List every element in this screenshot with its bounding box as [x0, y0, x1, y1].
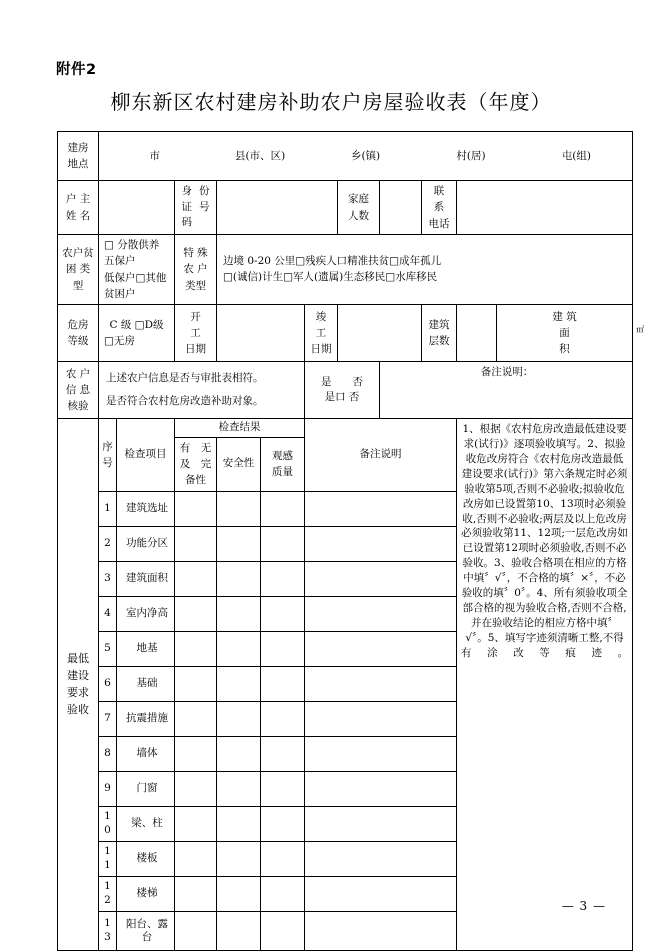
- row-safety-cell[interactable]: [217, 806, 261, 841]
- start-date-label-line2: 工: [190, 326, 201, 339]
- start-date-label: [175, 305, 217, 362]
- row-seq: 1: [99, 491, 117, 526]
- row-remark-cell[interactable]: [305, 771, 457, 806]
- row-completeness-cell[interactable]: [175, 841, 217, 876]
- row-appearance-cell[interactable]: [261, 736, 305, 771]
- poverty-type-row: [58, 235, 633, 305]
- row-item-name: 建筑面积: [117, 561, 175, 596]
- row-completeness-cell[interactable]: [175, 526, 217, 561]
- row-completeness-cell[interactable]: [175, 561, 217, 596]
- floors-label-line2: 层数: [428, 335, 450, 348]
- danger-label-line1: 危房: [67, 318, 89, 331]
- verification-yesno-cell[interactable]: [305, 362, 380, 419]
- verify-label-line2: 信 息: [65, 383, 91, 396]
- side-label-line4: 验收: [67, 703, 89, 717]
- poverty-type-label: [58, 235, 99, 305]
- row-safety-cell[interactable]: [217, 841, 261, 876]
- poverty-options-cell[interactable]: [99, 235, 175, 305]
- row-item-name: 门窗: [117, 771, 175, 806]
- owner-name-label-line2: 姓 名: [65, 209, 91, 222]
- inspection-header-row-1: [58, 419, 633, 438]
- verify-yesno-line2: 是口 否: [324, 391, 360, 404]
- row-appearance-cell[interactable]: [261, 631, 305, 666]
- danger-grade-row: [58, 305, 633, 362]
- verify-yesno-line1: 是 否: [321, 375, 363, 388]
- instructions-text: 1、根据《农村危房改造最低建设要求(试行)》逐项验收填写。2、拟验收危改房符合《农村危房改造最低建设要求(试行)》第六条规定时必须验收第5项,否则不必验收;拟验收危改房如已设置第10、13项时必须验收,否则不必验收;两层及以上危改房必须验收第11、12项;一层危改房如已设置第12项时必须验收,否则不必验收。3、验收合格项在相应的方格中填〞√〞，不合格的填〞×〞，不必验收的填〞0〞。4、所有须验收项全部合格的视为验收合格,否则不合格,并在验收结论的相应方格中填〞√〞。5、填写字迹须清晰工整,不得有涂改等痕迹。: [461, 423, 629, 659]
- row-safety-cell[interactable]: [217, 911, 261, 950]
- location-field-group: 屯(组): [561, 150, 591, 163]
- verification-remark-label: 备注说明：: [480, 366, 534, 379]
- finish-date-value[interactable]: [338, 305, 422, 362]
- floors-label: [422, 305, 457, 362]
- attachment-label: 附件2: [56, 62, 97, 78]
- location-field-city: 市: [149, 150, 160, 163]
- row-item-name: 墙体: [117, 736, 175, 771]
- row-completeness-cell[interactable]: [175, 736, 217, 771]
- row-appearance-cell[interactable]: [261, 491, 305, 526]
- row-completeness-cell[interactable]: [175, 911, 217, 950]
- sub3-line1: 观感: [272, 450, 293, 463]
- family-size-value[interactable]: [380, 181, 422, 235]
- page-number: — 3 —: [561, 899, 606, 913]
- header-seq: [99, 419, 117, 492]
- verify-question-2: 是否符合农村危房改造补助对象。: [106, 394, 264, 407]
- row-completeness-cell[interactable]: [175, 771, 217, 806]
- row-safety-cell[interactable]: [217, 561, 261, 596]
- side-label-line3: 要求: [67, 686, 89, 700]
- row-item-name: 梁、柱: [117, 806, 175, 841]
- poverty-label-line2: 困 类: [65, 263, 91, 276]
- family-size-label-line1: 家庭: [348, 193, 369, 206]
- row-seq: 12: [99, 876, 117, 911]
- row-remark-cell[interactable]: [305, 806, 457, 841]
- start-date-label-line3: 日期: [185, 343, 206, 356]
- finish-date-label-line3: 日期: [310, 343, 332, 356]
- special-label-line3: 类型: [185, 279, 206, 292]
- header-result-group: 检查结果: [175, 419, 305, 438]
- area-unit: ㎡: [636, 324, 645, 334]
- row-appearance-cell[interactable]: [261, 561, 305, 596]
- area-label-line3: 积: [559, 343, 570, 356]
- id-label-c2: 份: [199, 184, 210, 197]
- owner-name-value[interactable]: [99, 181, 175, 235]
- row-seq: 7: [99, 701, 117, 736]
- row-completeness-cell[interactable]: [175, 631, 217, 666]
- location-field-county: 县(市、区): [235, 150, 286, 163]
- row-remark-cell[interactable]: [305, 736, 457, 771]
- row-item-name: 建筑选址: [117, 491, 175, 526]
- sub1-line3: 备性: [185, 474, 206, 487]
- header-sub-completeness: [175, 437, 217, 491]
- location-row: [58, 132, 633, 181]
- phone-label: [422, 181, 457, 235]
- poverty-option-line1: □ 分散供养五保户: [104, 239, 160, 268]
- row-item-name: 楼梯: [117, 876, 175, 911]
- verify-question-1: 上述农户信息是否与审批表相符。: [106, 371, 264, 384]
- side-label-line2: 建设: [67, 669, 89, 683]
- row-remark-cell[interactable]: [305, 841, 457, 876]
- row-appearance-cell[interactable]: [261, 666, 305, 701]
- header-instructions-cell: [457, 419, 633, 951]
- row-appearance-cell[interactable]: [261, 841, 305, 876]
- area-label-line1: 建 筑: [552, 310, 577, 323]
- location-field-village: 村(居): [456, 150, 486, 163]
- row-remark-cell[interactable]: [305, 491, 457, 526]
- row-remark-cell[interactable]: [305, 526, 457, 561]
- header-item: 检查项目: [117, 419, 175, 492]
- danger-grade-options[interactable]: [99, 305, 175, 362]
- row-completeness-cell[interactable]: [175, 876, 217, 911]
- row-seq: 3: [99, 561, 117, 596]
- verify-label-line3: 核验: [67, 400, 89, 413]
- row-seq: 4: [99, 596, 117, 631]
- row-completeness-cell[interactable]: [175, 666, 217, 701]
- special-option-line2: □(诚信)计生□军人(遗属)生态移民□水库移民: [223, 270, 438, 283]
- location-label-line1: 建房: [67, 141, 89, 154]
- sub1-line2: 及 完: [179, 458, 212, 471]
- verify-label-line1: 农 户: [65, 367, 91, 380]
- special-options-cell[interactable]: [217, 235, 633, 305]
- owner-row: [58, 181, 633, 235]
- start-date-label-line1: 开: [190, 310, 201, 323]
- row-seq: 9: [99, 771, 117, 806]
- location-label: [58, 132, 99, 181]
- special-type-label: [175, 235, 217, 305]
- row-item-name: 功能分区: [117, 526, 175, 561]
- row-item-name: 地基: [117, 631, 175, 666]
- floors-value[interactable]: [457, 305, 497, 362]
- row-safety-cell[interactable]: [217, 631, 261, 666]
- row-remark-cell[interactable]: [305, 561, 457, 596]
- page-title: 柳东新区农村建房补助农户房屋验收表（年度）: [110, 90, 552, 114]
- side-label-line1: 最低: [67, 652, 89, 666]
- danger-grade-label: [58, 305, 99, 362]
- id-label-c5: 码: [181, 216, 192, 229]
- header-remark: 备注说明: [305, 419, 457, 492]
- row-safety-cell[interactable]: [217, 771, 261, 806]
- verification-row: [58, 362, 633, 419]
- row-safety-cell[interactable]: [217, 701, 261, 736]
- family-size-label-line2: 人数: [348, 209, 369, 222]
- row-completeness-cell[interactable]: [175, 596, 217, 631]
- header-sub-appearance: [261, 437, 305, 491]
- verification-label: [58, 362, 99, 419]
- inspection-side-label: [58, 419, 99, 951]
- row-seq: 10: [99, 806, 117, 841]
- area-label-line2: 面: [559, 326, 570, 339]
- row-appearance-cell[interactable]: [261, 701, 305, 736]
- id-label-c4: 号: [199, 200, 210, 213]
- row-remark-cell[interactable]: [305, 631, 457, 666]
- verification-remark-cell[interactable]: [380, 362, 633, 419]
- poverty-label-line3: 型: [72, 279, 84, 292]
- location-fields-cell[interactable]: [99, 132, 633, 181]
- row-appearance-cell[interactable]: [261, 526, 305, 561]
- verification-questions-cell: [99, 362, 305, 419]
- row-item-name: 室内净高: [117, 596, 175, 631]
- finish-date-label-line2: 工: [315, 326, 327, 339]
- row-remark-cell[interactable]: [305, 911, 457, 950]
- poverty-option-line2: 低保户□其他贫困户: [104, 271, 167, 300]
- row-seq: 8: [99, 736, 117, 771]
- header-seq-line2: 号: [102, 456, 113, 469]
- row-appearance-cell[interactable]: [261, 876, 305, 911]
- phone-label-line1: 联: [433, 185, 445, 198]
- sub1-line1: 有 无: [179, 441, 212, 454]
- row-seq: 2: [99, 526, 117, 561]
- phone-label-line2: 系: [433, 201, 445, 214]
- row-appearance-cell[interactable]: [261, 596, 305, 631]
- row-remark-cell[interactable]: [305, 701, 457, 736]
- special-label-line2: 农 户: [183, 263, 208, 276]
- header-sub-safety: 安全性: [217, 437, 261, 491]
- row-item-name: 抗震措施: [117, 701, 175, 736]
- finish-date-label-line1: 竣: [315, 310, 327, 323]
- row-item-name: 楼板: [117, 841, 175, 876]
- row-appearance-cell[interactable]: [261, 911, 305, 950]
- row-remark-cell[interactable]: [305, 596, 457, 631]
- poverty-label-line1: 农户贫: [62, 247, 94, 260]
- special-label-line1: 特 殊: [183, 247, 208, 260]
- danger-grade-line1: C 级 □D级: [109, 318, 164, 331]
- row-safety-cell[interactable]: [217, 736, 261, 771]
- row-seq: 11: [99, 841, 117, 876]
- row-completeness-cell[interactable]: [175, 491, 217, 526]
- id-label-c3: 证: [181, 200, 192, 213]
- phone-value[interactable]: [457, 181, 633, 235]
- row-safety-cell[interactable]: [217, 491, 261, 526]
- header-seq-line1: 序: [102, 440, 113, 453]
- row-completeness-cell[interactable]: [175, 806, 217, 841]
- danger-label-line2: 等级: [67, 335, 89, 348]
- floors-label-line1: 建筑: [428, 318, 450, 331]
- owner-name-label-line1: 户 主: [65, 193, 91, 206]
- row-item-name: 基础: [117, 666, 175, 701]
- row-seq: 13: [99, 911, 117, 950]
- phone-label-line3: 电话: [428, 217, 450, 230]
- owner-name-label: [58, 181, 99, 235]
- row-appearance-cell[interactable]: [261, 771, 305, 806]
- id-number-value[interactable]: [217, 181, 338, 235]
- row-item-name: 阳台、露台: [117, 911, 175, 950]
- row-safety-cell[interactable]: [217, 526, 261, 561]
- special-option-line1: 边境 0-20 公里□残疾人口精准扶贫□成年孤儿: [223, 254, 442, 267]
- row-safety-cell[interactable]: [217, 876, 261, 911]
- row-seq: 5: [99, 631, 117, 666]
- acceptance-form-table: [57, 131, 645, 951]
- row-safety-cell[interactable]: [217, 596, 261, 631]
- row-appearance-cell[interactable]: [261, 806, 305, 841]
- row-remark-cell[interactable]: [305, 666, 457, 701]
- row-seq: 6: [99, 666, 117, 701]
- start-date-value[interactable]: [217, 305, 305, 362]
- id-number-label: [175, 181, 217, 235]
- row-safety-cell[interactable]: [217, 666, 261, 701]
- sub3-line2: 质量: [272, 466, 293, 479]
- row-remark-cell[interactable]: [305, 876, 457, 911]
- location-label-line2: 地点: [67, 158, 89, 170]
- row-completeness-cell[interactable]: [175, 701, 217, 736]
- location-field-township: 乡(镇): [350, 150, 381, 163]
- family-size-label: [338, 181, 380, 235]
- id-label-c1: 身: [181, 184, 192, 197]
- building-area-label: [497, 305, 633, 362]
- danger-grade-line2: □无房: [104, 335, 135, 348]
- finish-date-label: [305, 305, 338, 362]
